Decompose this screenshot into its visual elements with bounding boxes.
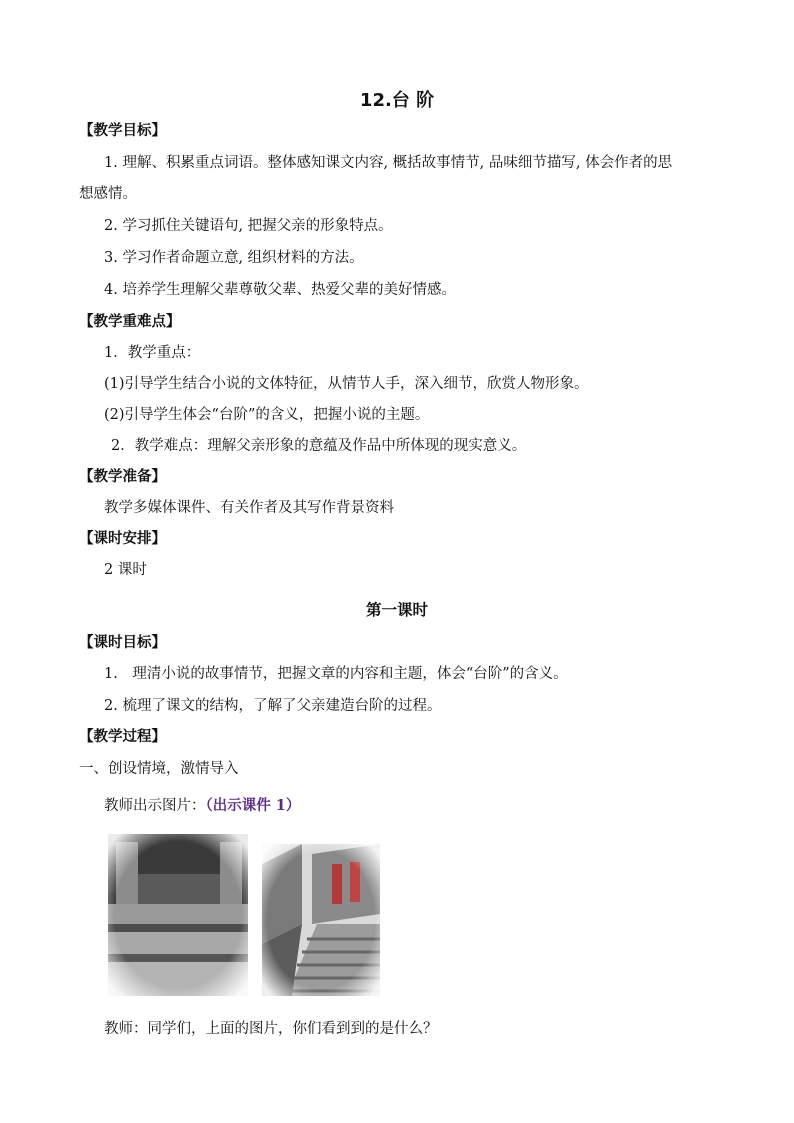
lesson-1-title: 第一课时 bbox=[365, 601, 428, 619]
stone-steps-photo-2 bbox=[262, 844, 380, 996]
prep-header: 【教学准备】 bbox=[79, 469, 166, 485]
key-point-1a: (1)引导学生结合小说的文体特征，从情节人手，深入细节，欣赏人物形象。 bbox=[104, 376, 589, 392]
teacher-question: 教师：同学们，上面的图片，你们看到到的是什么？ bbox=[104, 1021, 438, 1037]
goal-1-line-1: 1. 理解、积累重点词语。整体感知课文内容, 概括故事情节, 品味细节描写, 体会作者的思 bbox=[104, 155, 673, 171]
prep-text: 教学多媒体课件、有关作者及其写作背景资料 bbox=[104, 500, 394, 516]
goal-1-line-2: 想感情。 bbox=[79, 186, 137, 202]
lesson-goal-2: 2. 梳理了课文的结构，了解了父亲建造台阶的过程。 bbox=[104, 698, 442, 714]
key-point-2: 2．教学难点：理解父亲形象的意蕴及作品中所体现的现实意义。 bbox=[111, 438, 527, 454]
goal-3: 3. 学习作者命题立意, 组织材料的方法。 bbox=[104, 250, 364, 266]
schedule-text: 2 课时 bbox=[104, 562, 147, 578]
stone-steps-photo-1 bbox=[108, 834, 248, 996]
teacher-show-text: 教师出示图片： bbox=[104, 798, 206, 814]
keypoints-header: 【教学重难点】 bbox=[79, 314, 181, 330]
goals-header: 【教学目标】 bbox=[79, 123, 166, 139]
goal-4: 4. 培养学生理解父辈尊敬父辈、热爱父辈的美好情感。 bbox=[104, 282, 456, 298]
key-point-1: 1．教学重点： bbox=[104, 345, 201, 361]
step-1: 一、创设情境，激情导入 bbox=[79, 761, 239, 777]
courseware-note: （出示课件 1） bbox=[205, 797, 301, 814]
lesson-goal-1: 1. 理清小说的故事情节，把握文章的内容和主题，体会“台阶”的含义。 bbox=[104, 666, 568, 682]
teacher-show-line bbox=[104, 796, 300, 816]
schedule-header: 【课时安排】 bbox=[79, 531, 166, 547]
page-title: 12.台 阶 bbox=[359, 90, 435, 111]
process-header: 【教学过程】 bbox=[79, 729, 166, 745]
lesson-goals-header: 【课时目标】 bbox=[79, 635, 166, 651]
goal-2: 2. 学习抓住关键语句, 把握父亲的形象特点。 bbox=[104, 218, 393, 234]
key-point-1b: (2)引导学生体会“台阶”的含义，把握小说的主题。 bbox=[104, 407, 430, 423]
